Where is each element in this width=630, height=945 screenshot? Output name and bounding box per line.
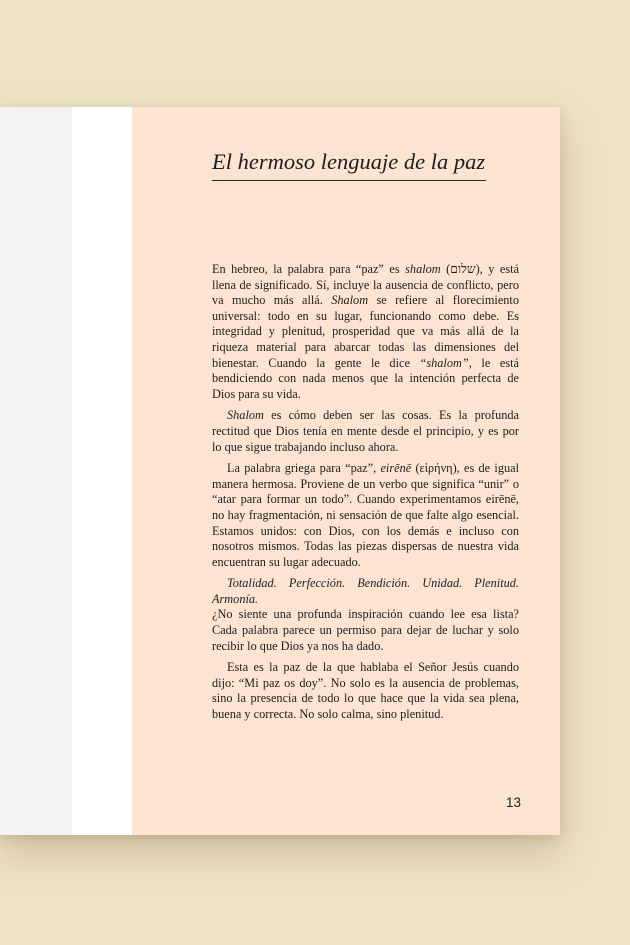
text-run: es cómo deben ser las cosas. Es la profunda rectitud que Dios tenía en mente desde el principio, y es por lo que sigue trabajando incluso ahora. xyxy=(212,408,519,454)
text-run: ¿No siente una profunda inspiración cuando lee esa lista? Cada palabra parece un permiso para dejar de luchar y solo recibir lo que Dios ya nos ha dado. xyxy=(212,607,519,653)
title-underline xyxy=(212,180,486,181)
book xyxy=(0,107,560,835)
page-number: 13 xyxy=(506,795,522,810)
text-run: , le está bendiciendo con nada menos que la intención perfecta de Dios para su vida. xyxy=(212,355,520,401)
italic-text: eirēnē xyxy=(380,461,412,476)
text-run: En hebreo, la palabra para “paz” es xyxy=(212,262,406,276)
body-text xyxy=(212,262,519,729)
text-run: (שלום), y está llena de significado. Sí, incluye la ausencia de conflicto, pero va mucho más allá. xyxy=(212,262,519,308)
page-title: El hermoso lenguaje de la paz xyxy=(212,149,486,174)
previous-page-edge xyxy=(0,107,72,835)
book-page xyxy=(132,107,560,835)
italic-text: “shalom” xyxy=(419,355,469,370)
text-run: (εἰρήνη), es de igual manera hermosa. Proviene de un verbo que significa “unir” o “atar para formar un todo”. Cuando experimentamos eirēnē, no hay fragmentación, ni sensación de que falte algo esencial. Estamos unidos: con Dios, con los demás e incluso con nosotros mismos. Todas las piezas dispersas de nuestra vida encuentran su lugar adecuado. xyxy=(212,461,520,569)
page-gutter xyxy=(72,107,132,835)
paragraph-4 xyxy=(212,576,519,607)
paragraph-5 xyxy=(212,607,519,654)
italic-text: Shalom xyxy=(227,408,264,423)
italic-text: Shalom xyxy=(331,293,369,308)
text-run: se refiere al florecimiento universal: todo en su lugar, funcionando como debe. Es integridad y plenitud, prosperidad que va más allá de la riqueza material para abarcar todas las dimensiones del bienestar. Cuando la gente le dice xyxy=(212,293,519,370)
italic-text: shalom xyxy=(405,262,441,276)
paragraph-2 xyxy=(212,408,519,455)
paragraph-6 xyxy=(212,660,519,722)
text-run: La palabra griega para “paz”, xyxy=(227,461,381,476)
italic-text: Totalidad. Perfección. Bendición. Unidad. Plenitud. Armonía. xyxy=(212,576,519,606)
text-run: Esta es la paz de la que hablaba el Señor Jesús cuando dijo: “Mi paz os doy”. No solo es la ausencia de problemas, sino la presencia de todo lo que hace que la vida sea plena, buena y correcta. No solo calma, sino plenitud. xyxy=(212,660,519,722)
paragraph-3 xyxy=(212,461,519,570)
paragraph-1 xyxy=(212,262,519,402)
